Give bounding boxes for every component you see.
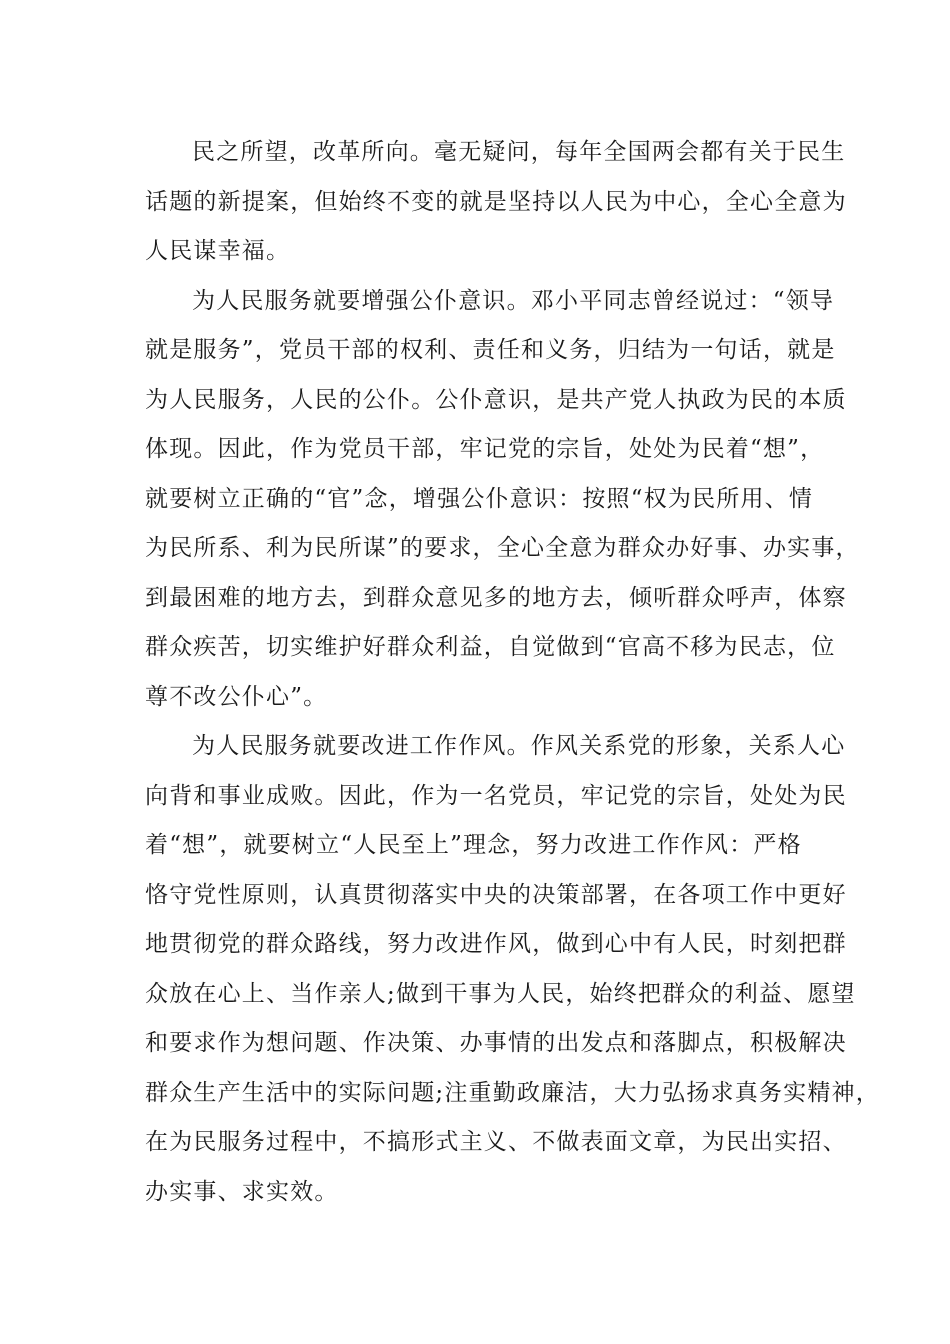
text-line: 体现。因此，作为党员干部，牢记党的宗旨，处处为民着“想”， [145,436,825,462]
paragraph-1 [145,128,847,277]
text-line: 为人民服务就要改进工作作风。作风关系党的形象，关系人心 [192,733,846,759]
text-line: 地贯彻党的群众路线，努力改进作风，做到心中有人民，时刻把群 [145,931,847,957]
text-line: 群众疾苦，切实维护好群众利益，自觉做到“官高不移为民志，位 [145,634,836,660]
text-line: 众放在心上、当作亲人;做到干事为人民，始终把群众的利益、愿望 [145,980,856,1007]
paragraph-3 [145,722,880,1217]
text-line: 和要求作为想问题、作决策、办事情的出发点和落脚点，积极解决 [145,1030,847,1056]
document-body [145,128,880,1217]
text-line: 到最困难的地方去，到群众意见多的地方去，倾听群众呼声，体察 [145,584,847,611]
text-line: 恪守党性原则，认真贯彻落实中央的决策部署，在各项工作中更好 [145,881,847,908]
text-line: 民之所望，改革所向。毫无疑问，每年全国两会都有关于民生 [192,139,846,165]
text-line: 在为民服务过程中，不搞形式主义、不做表面文章，为民出实招、 [145,1129,847,1155]
text-line: 办实事、求实效。 [145,1178,339,1205]
text-line: 就要树立正确的“官”念，增强公仆意识：按照“权为民所用、情 [145,485,814,512]
text-line: 群众生产生活中的实际问题;注重勤政廉洁，大力弘扬求真务实精神， [145,1079,880,1106]
text-line: 为人民服务，人民的公仆。公仆意识，是共产党人执政为民的本质 [145,386,847,413]
text-line: 为人民服务就要增强公仆意识。邓小平同志曾经说过：“领导 [192,287,835,314]
text-line: 向背和事业成败。因此，作为一名党员，牢记党的宗旨，处处为民 [145,782,847,809]
text-line: 话题的新提案，但始终不变的就是坚持以人民为中心，全心全意为 [145,188,847,215]
paragraph-2 [145,277,860,723]
text-line: 尊不改公仆心”。 [145,683,328,710]
text-line: 着“想”，就要树立“人民至上”理念，努力改进工作作风：严格 [145,832,802,858]
text-line: 人民谋幸福。 [145,238,291,264]
text-line: 就是服务”，党员干部的权利、责任和义务，归结为一句话，就是 [145,337,836,363]
text-line: 为民所系、利为民所谋”的要求，全心全意为群众办好事、办实事， [145,535,860,561]
